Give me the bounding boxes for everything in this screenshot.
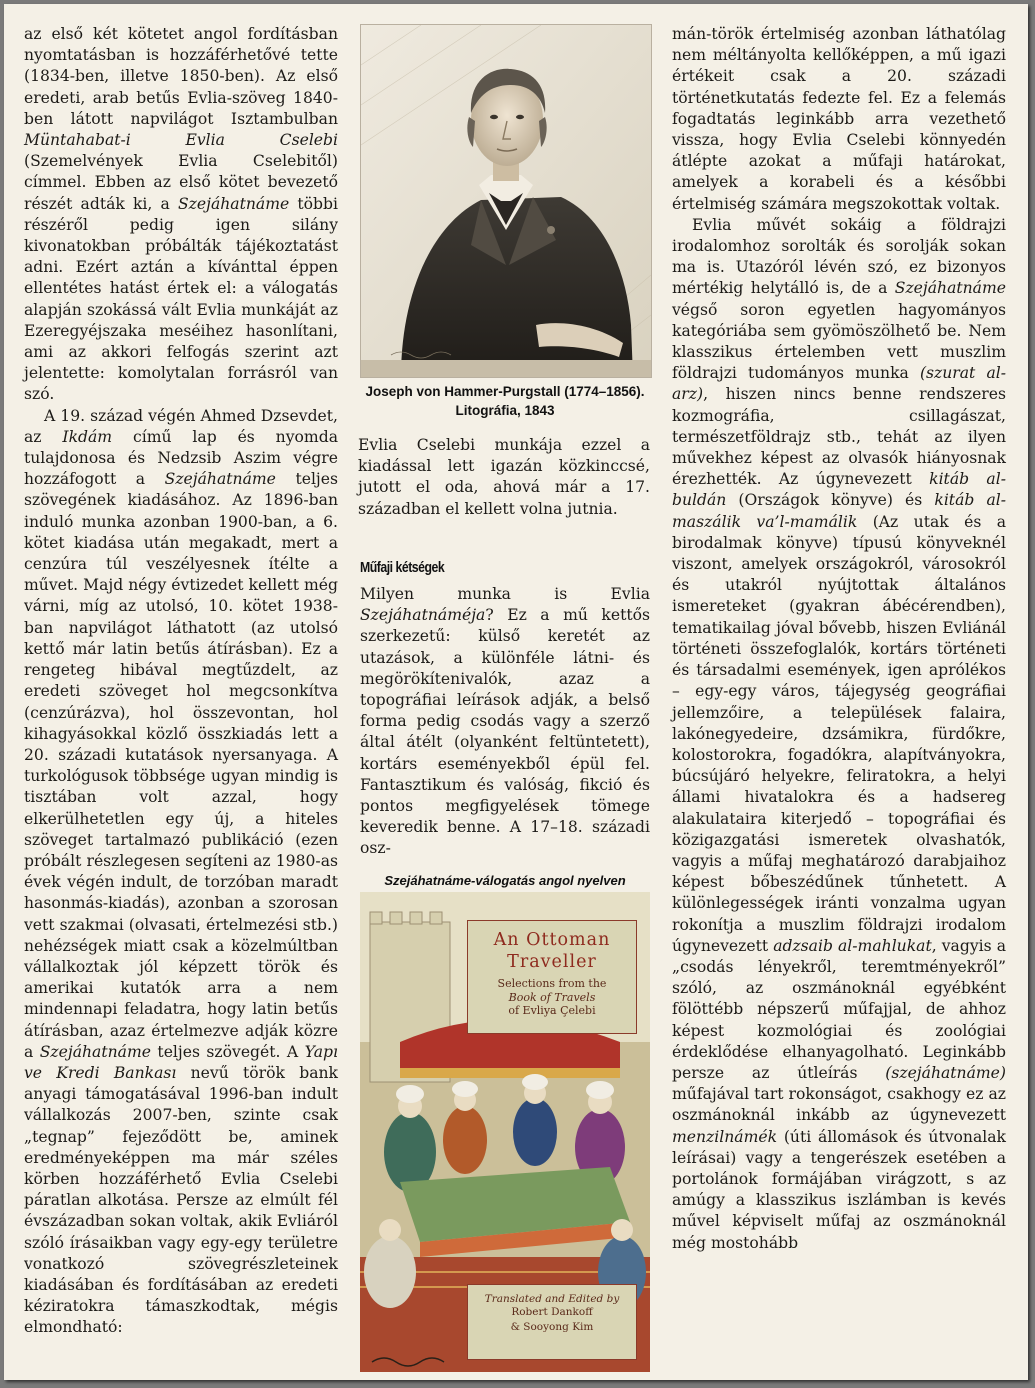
portrait-caption-name: Joseph von Hammer-Purgstall (1774–1856). xyxy=(365,384,645,399)
book-credits-panel xyxy=(467,1284,637,1360)
magazine-page xyxy=(4,4,1028,1380)
portrait-lithograph xyxy=(360,24,652,378)
book-editor-name: Robert Dankoff xyxy=(511,1306,593,1318)
paragraph: mán-török értelmiség azonban láthatólag nem méltányolta kellőképpen, a mű igazi értékeit csak a 20. századi történetkutatás fedezte fel. Ez a felemás fogadtatás leginkább arra vezethető vissza, hogy Evlia Cselebi könnyedén átlépte azokat a műfaji határokat, amelyek a korabeli és a későbbi értelmiség számára megszokottak voltak. xyxy=(672,25,1006,213)
paragraph: A 19. század végén Ahmed Dzsevdet, az Ikdám című lap és nyomda tulajdonosa és Nedzsib Aszim végre hozzáfogott a Szejáhatnáme teljes szövegének kiadásához. Az 1896-ban induló munka azonban 1900-ban, a 6. kötet kiadása után megakadt, mert a cenzúra túl veszélyesnek ítélte a művet. Majd négy évtizedet kellett még várni, míg az utolsó, 10. kötet 1938-ban napvilágot láthatott (az utolsó kettő már latin betűs átírásban). Ez a rengeteg hibával megtűzdelt, az eredeti szöveget hol megcsonkítva (cenzúrázva), hol összevontan, hol kihagyásokkal közlő összkiadás lett a 20. századi kutatások nyersanyaga. A turkológusok többsége ugyan mindig is tisztában volt azzal, hogy elkerülhetetlen egy új, a hiteles szöveget tartalmazó publikáció (ezen próbált részlegesen segíteni az 1980-as évek végén indult, de torzóban maradt hasonmás-kiadás), azonban a szorosan vett szakmai (olvasati, értelmezési stb.) nehézségek miatt csak a közelmúltban vállalkoztak jól képzett török és amerikai kutatók arra a nem mindennapi feladatra, hogy latin betűs átírásban, azaz értelmezve adják közre a Szejáhatnáme teljes szövegét. A Yapı ve Kredi Bankası nevű török bank anyagi támogatásával 1996-ban indult vállalkozás 2007-ben, szinte csak „tegnap” fejeződött be, aminek eredményeképpen ma már széles körben hozzáférhető Evlia Cselebi páratlan alkotása. Persze az elmúlt fél évszázadban sokan voltak, akik Evliáról szóló írásaikban vagy egy-egy területre vonatkozó szövegrészleteinek kiadásában és fordításában az eredeti kéziratokra támaszkodtak, mégis elmondható: xyxy=(24,406,339,1337)
paragraph: Evlia művét sokáig a földrajzi irodalomhoz sorolták és sorolják sokan ma is. Utazóról lévén szó, ez bizonyos mértékig helytálló is, de a Szejáhatnáme végső soron egyetlen hagyományos kategóriába sem gyömöszölhető be. Nem klasszikus értelemben vett muszlim földrajzi tudományos munka (szurat al-arz), hiszen nincs benne rendszeres kozmográfia, csillagászat, természetföldrajz stb., tehát az ilyen művekhez képest az olvasók hiányosnak érezhették. Az úgynevezett kitáb al-buldán (Országok könyve) és kitáb al-maszálik va’l-mamálik (Az utak és a birodalmak könyve) típusú könyveknél viszont, amelyek országokról, városokról és utakról nyújtottak általános ismereteket (gyakran ábécérendben), tematikailag jóval bővebb, hiszen Evliánál történeti összefoglalók, kortárs történeti és társadalmi események, igen aprólékos – egy-egy város, tájegység geográfiai jellemzőire, a települések falaira, lakónegyedeire, dzsámikra, fürdőkre, kolostorokra, fogadókra, alapítványokra, búcsújáró helyekre, feliratokra, a helyi állami hivatalokra és a hadsereg alakulataira kiterjedő – topográfiai és közigazgatási ismeretek olvashatók, vagyis a műfaj meghatározó darabjaihoz képest bőbeszédűnek tűnhetett. A különlegességek iránti vonzalma ugyan rokonítja a muszlim földrajzi irodalom úgynevezett adzsaib al-mahlukat, vagyis a „csodás lényekről, teremtményekről” szóló, az oszmánoknál egyébként fölöttébb népszerű műfajjal, de ahhoz képest kozmológiai és zoológiai érdeklődése elhanyagolható. Leginkább persze az útleírás (szejáhatnáme) műfajával tart rokonságot, csakhogy ez az oszmánoknál inkább az úgynevezett menzilnámék (úti állomások és útvonalak leírásai) vagy a tengerészek esetében a portolánok formájában virágzott, s az amúgy a klasszikus iszlámban is kevés művel képviselt műfaj az oszmánoknál még mostohább xyxy=(672,215,1007,1252)
paragraph: az első két kötetet angol fordításban nyomtatásban is hozzáférhetővé tette (1834-ben, illetve 1850-ben). Az első eredeti, arab betűs Evlia-szöveg 1840-ben látott napvilágot Isztambulban Müntahabat-i Evlia Cselebi (Szemelvények Evlia Cselebitől) címmel. Ebben az első kötet bevezető részét adták ki, a Szejáhatnáme többi részéről pedig igen silány kivonatokban próbálták tájékoztatást adni. Ezért aztán a kívánttal éppen ellentétes hatást értek el: a válogatás alapján szokássá vált Evlia munkáját az Ezeregyéjszaka meséihez hasonlítani, ami az akkori felfogás szerint azt jelentette: komolytalan forrásról van szó. xyxy=(24,25,338,404)
paragraph: Evlia Cselebi munkája ezzel a kiadással lett igazán közkinccsé, jutott el oda, ahová már a 17. században el kellett volna jutnia. xyxy=(358,436,650,518)
text-column-middle xyxy=(358,435,650,520)
book-title: An Ottoman Traveller xyxy=(493,930,611,972)
book-editor-name: & Sooyong Kim xyxy=(510,1321,594,1333)
paragraph: Milyen munka is Evlia Szejáhatnáméja? Ez a mű kettős szerkezetű: külső keretét az utazások, a különféle látni- és megörökítenivalók, azaz a topográfiai leírások adják, a belső forma pedig csodás vagy a szerző által átélt (olyanként feltüntetett), kortárs eseményekből épül fel. Fantasztikum és valóság, fikció és pontos megfigyelések tömege keveredik benne. A 17–18. századi osz- xyxy=(360,585,650,858)
text-column-middle-continued xyxy=(360,584,650,860)
book-subtitle: Selections from the Book of Travels of Evliya Çelebi xyxy=(497,977,607,1017)
portrait-illustration xyxy=(361,25,651,377)
text-column-right xyxy=(672,24,1006,1254)
book-cover xyxy=(360,892,650,1372)
text-column-left xyxy=(24,24,338,1339)
book-credit-line: Translated and Edited by xyxy=(484,1293,620,1305)
book-cover-caption: Szejáhatnáme-válogatás angol nyelven xyxy=(384,873,626,888)
section-heading: Műfaji kétségek xyxy=(360,559,445,576)
portrait-caption-technique: Litográfia, 1843 xyxy=(455,403,555,418)
book-title-panel xyxy=(467,920,637,1034)
portrait-caption xyxy=(360,382,650,420)
